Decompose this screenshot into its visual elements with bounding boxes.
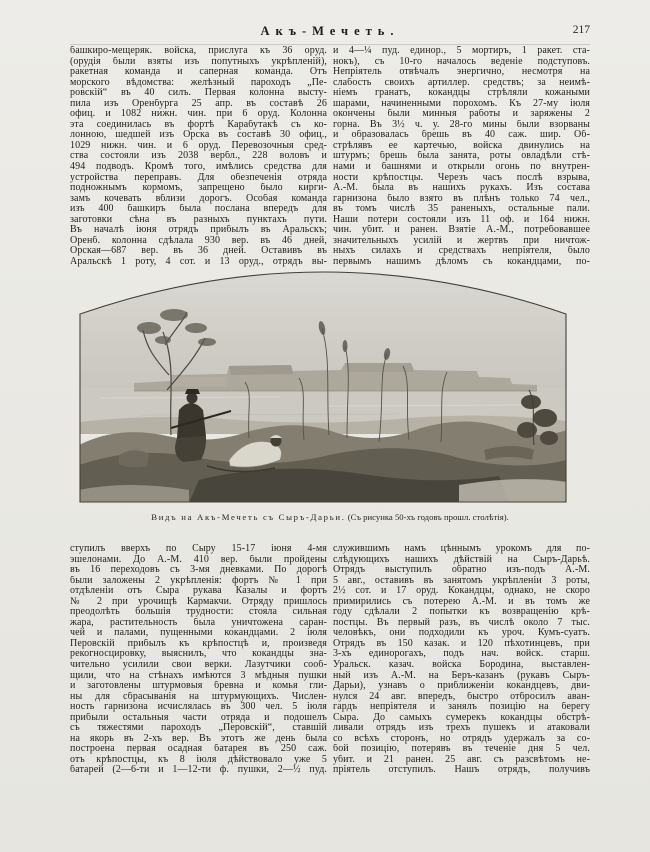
text-line: чей и палами, пущенными кокандцами. 2 іюля [70, 628, 327, 639]
rocks [119, 450, 149, 467]
text-line: ности крѣпостцы. Черезъ часъ послѣ взрыва, [333, 172, 590, 183]
text-line: Орская—687 вер. въ 36 дней. Оставивъ въ [70, 246, 327, 257]
text-line: Въ началѣ іюня отрядъ прибылъ въ Аральскъ; [70, 225, 327, 236]
text-line: ный изъ А.-М. на Беръ-казанъ (рукавъ Сыръ- [333, 670, 590, 681]
text-line: ства состояли изъ 2038 вербл., 228 воловъ и [70, 151, 327, 162]
text-line: и заготовлены штурмовыя бревна и комья гли- [70, 681, 327, 692]
text-line: въ 16 переходовъ съ 3-мя дневками. По дорогѣ [70, 565, 327, 576]
text-line: пріятель отступилъ. Нашъ отрядъ, получивъ [333, 765, 590, 776]
engraving-ak-mechet-view [79, 270, 567, 503]
text-line: Отрядъ въ 150 казак. и 120 пѣхотинцевъ, при [333, 638, 590, 649]
text-line: 3-хъ единорогахъ, подъ нач. войск. старш. [333, 649, 590, 660]
text-line: году сдѣлали 2 попытки къ возвращенію крѣ- [333, 607, 590, 618]
text-line: преодолѣть большія трудности: стояла сильная [70, 607, 327, 618]
text-line: стрѣлявъ ее картечью, войска двинулись на [333, 140, 590, 151]
text-line: со всѣхъ сторонъ, но отрядъ удержалъ за со- [333, 733, 590, 744]
illustration-caption [55, 512, 605, 522]
text-line: Аральскѣ 1 роту, 4 сот. и 13 оруд., отрядъ вы- [70, 256, 327, 267]
text-line: отдѣленіи отъ Сыра рукава Казалы и фортъ [70, 586, 327, 597]
text-line: 494 подводъ. Кромѣ того, имѣлись средства для [70, 162, 327, 173]
text-line: замъ кочевать вблизи дорогъ. Особая команда [70, 193, 327, 204]
text-line: построена первая осадная батарея въ 250 саж. [70, 744, 327, 755]
engraving-image [79, 270, 567, 503]
text-line: человѣкъ, они подходили къ уроч. Кумъ-суатъ. [333, 628, 590, 639]
text-line: эшелонами. До А.-М. 410 вер. были пройдены [70, 554, 327, 565]
text-line: на якорь въ 2-хъ вер. Въ этотъ же день была [70, 733, 327, 744]
text-line: Наши потери состояли изъ 11 оф. и 164 нижн. [333, 214, 590, 225]
text-line: ровскій“ въ 40 силъ. Первая колонна высту- [70, 88, 327, 99]
text-line: (орудія были взяты изъ попутныхъ укрѣпленій), [70, 56, 327, 67]
text-line: и 4—¼ пуд. единор., 5 мортиръ, 1 ракет. ста- [333, 46, 590, 56]
text-line: бой позицію, потерявъ въ теченіе дня 5 чел. [333, 744, 590, 755]
text-line: убит. и 21 ранен. 25 авг. съ разсвѣтомъ не- [333, 754, 590, 765]
text-line: примирились съ потерею А.-М. и въ томъ же [333, 596, 590, 607]
text-line: ніемъ гранатъ, кокандцы стрѣляли кожаными [333, 88, 590, 99]
caption-note: (Съ рисунка 50-хъ годовъ прошл. столѣтія). [347, 512, 509, 522]
text-line: ныхъ силахъ и средствахъ непріятеля, было [333, 246, 590, 257]
text-line: офиц. и 1082 нижн. чин. при 6 оруд. Колонна [70, 109, 327, 120]
text-line: эта соединилась въ фортѣ Карабутакѣ съ ко- [70, 119, 327, 130]
text-line: штурмъ; брешь была занята, роты овладѣли стѣ- [333, 151, 590, 162]
page-number: 217 [572, 24, 590, 36]
text-line: окончены были минныя работы и заряжены 2 [333, 109, 590, 120]
text-line: подножнымъ кормомъ, запрещено было кирги- [70, 183, 327, 194]
text-column-top-right [333, 46, 590, 267]
text-line: жара, растительность была уничтожена саран- [70, 617, 327, 628]
text-line: 5 авг., оставивъ въ занятомъ укрѣпленіи 3 роты, [333, 575, 590, 586]
text-line: 1029 нижн. чин. и 6 оруд. Перевозочныя сред- [70, 140, 327, 151]
text-line: постцы. Въ первый разъ, въ числѣ около 7 тыс. [333, 617, 590, 628]
text-line: первымъ нашимъ дѣломъ съ кокандцами, по- [333, 256, 590, 267]
text-line: рекогносцировку, выяснилъ, что кокандцы зна- [70, 649, 327, 660]
page-title: Акъ-Мечеть. [260, 24, 400, 38]
text-line: ны для сбрасыванія на штурмующихъ. Числен- [70, 691, 327, 702]
text-line: съ тяжестями пароходъ „Перовскій“, ставшій [70, 723, 327, 734]
text-line: ливали отрядъ изъ трехъ пушекъ и атаковали [333, 723, 590, 734]
text-line: заготовки сѣна въ разныхъ пунктахъ пути. [70, 214, 327, 225]
text-line: слѣдующихъ нашихъ дѣйствій на Сыръ-Дарьѣ. [333, 554, 590, 565]
text-column-top-left [70, 46, 327, 267]
text-line: Непріятель отвѣчалъ энергично, несмотря на [333, 67, 590, 78]
text-line: значительныхъ усилій и жертвъ при ничтож- [333, 235, 590, 246]
text-line: чин. убит. и ранен. Взятіе А.-М., потребовавшее [333, 225, 590, 236]
text-line: изъ 400 башкиръ была послана впередъ для [70, 204, 327, 215]
text-line: батарей (2—6-ти и 1—12-ти ф. пушки, 2—½ пуд. [70, 765, 327, 776]
text-line: и образовалась брешь въ 40 саж. шир. Об- [333, 130, 590, 141]
text-line: Отрядъ выступилъ обратно изъ-подъ А.-М. [333, 565, 590, 576]
text-line: пила изъ Оренбурга 25 апр. въ составѣ 26 [70, 98, 327, 109]
text-line: нокъ), съ 10-го началось веденіе подступовъ. [333, 56, 590, 67]
text-line: морского вѣдомства: желѣзный пароходъ „Пе- [70, 77, 327, 88]
text-line: чительно усилили свои верки. Лазутчики сооб- [70, 660, 327, 671]
text-line: А.-М. была въ нашихъ рукахъ. Изъ состава [333, 183, 590, 194]
text-line: Сыра. До самыхъ сумерекъ кокандцы обстрѣ- [333, 712, 590, 723]
text-line: горна. Въ 3½ ч. у. 28-го мины были взорваны [333, 119, 590, 130]
text-line: лонною, шедшей изъ Орска въ составѣ 30 офиц., [70, 130, 327, 141]
text-line: Уральск. казач. войска Бородина, выставлен- [333, 660, 590, 671]
text-line: устройства переправъ. Для обезпеченія отряда [70, 172, 327, 183]
text-line: ность гарнизона исчислялась въ 300 чел. 5 іюля [70, 702, 327, 713]
text-line: Перовскій прибылъ къ крѣпостцѣ и, произведя [70, 638, 327, 649]
text-line: ракетная команда и саперная команда. Отъ [70, 67, 327, 78]
text-line: отъ крѣпостцы, къ 8 іюля дѣйствовало уже 5 [70, 754, 327, 765]
text-line: 2½ сот. и 17 оруд. Кокандцы, однако, не скоро [333, 586, 590, 597]
text-line: Дарьи), узнавъ о приближеніи кокандцевъ, дви- [333, 681, 590, 692]
text-line: гарнизона было взято въ плѣнъ только 74 чел., [333, 193, 590, 204]
text-line: шарами, начиненными порохомъ. Къ 27-му іюля [333, 98, 590, 109]
text-line: прибыли остальныя части отряда и подошелъ [70, 712, 327, 723]
text-line: нами и башнями и открыли огонь по внутрен- [333, 162, 590, 173]
text-line: служившимъ намъ цѣннымъ урокомъ для по- [333, 544, 590, 554]
text-line: щили, что на стѣнахъ имѣются 3 мѣдныя пушки [70, 670, 327, 681]
sand-patch [459, 479, 567, 503]
text-line: нулся 24 авг. впередъ, быстро отбросилъ аван- [333, 691, 590, 702]
text-line: Оренб. колонна сдѣлала 930 вер. въ 46 дней, [70, 235, 327, 246]
text-line: гардъ непріятеля и занялъ позицію на берегу [333, 702, 590, 713]
text-line: были заложены 2 укрѣпленія: фортъ № 1 при [70, 575, 327, 586]
text-line: слабость своихъ артиллер. средствъ; за неимѣ- [333, 77, 590, 88]
text-line: въ томъ числѣ 35 раненыхъ, остальные пали. [333, 204, 590, 215]
text-line: ступилъ вверхъ по Сыру 15-17 іюня 4-мя [70, 544, 327, 554]
text-column-bottom-left [70, 544, 327, 776]
text-line: башкиро-мещеряк. войска, прислуга къ 36 оруд. [70, 46, 327, 56]
text-line: № 2 при урочищѣ Кармакчи. Отряду пришлось [70, 596, 327, 607]
text-column-bottom-right [333, 544, 590, 776]
header-rule [70, 44, 590, 45]
caption-title: Видъ на Акъ-Мечеть съ Сыръ-Дарьи. [151, 512, 346, 522]
